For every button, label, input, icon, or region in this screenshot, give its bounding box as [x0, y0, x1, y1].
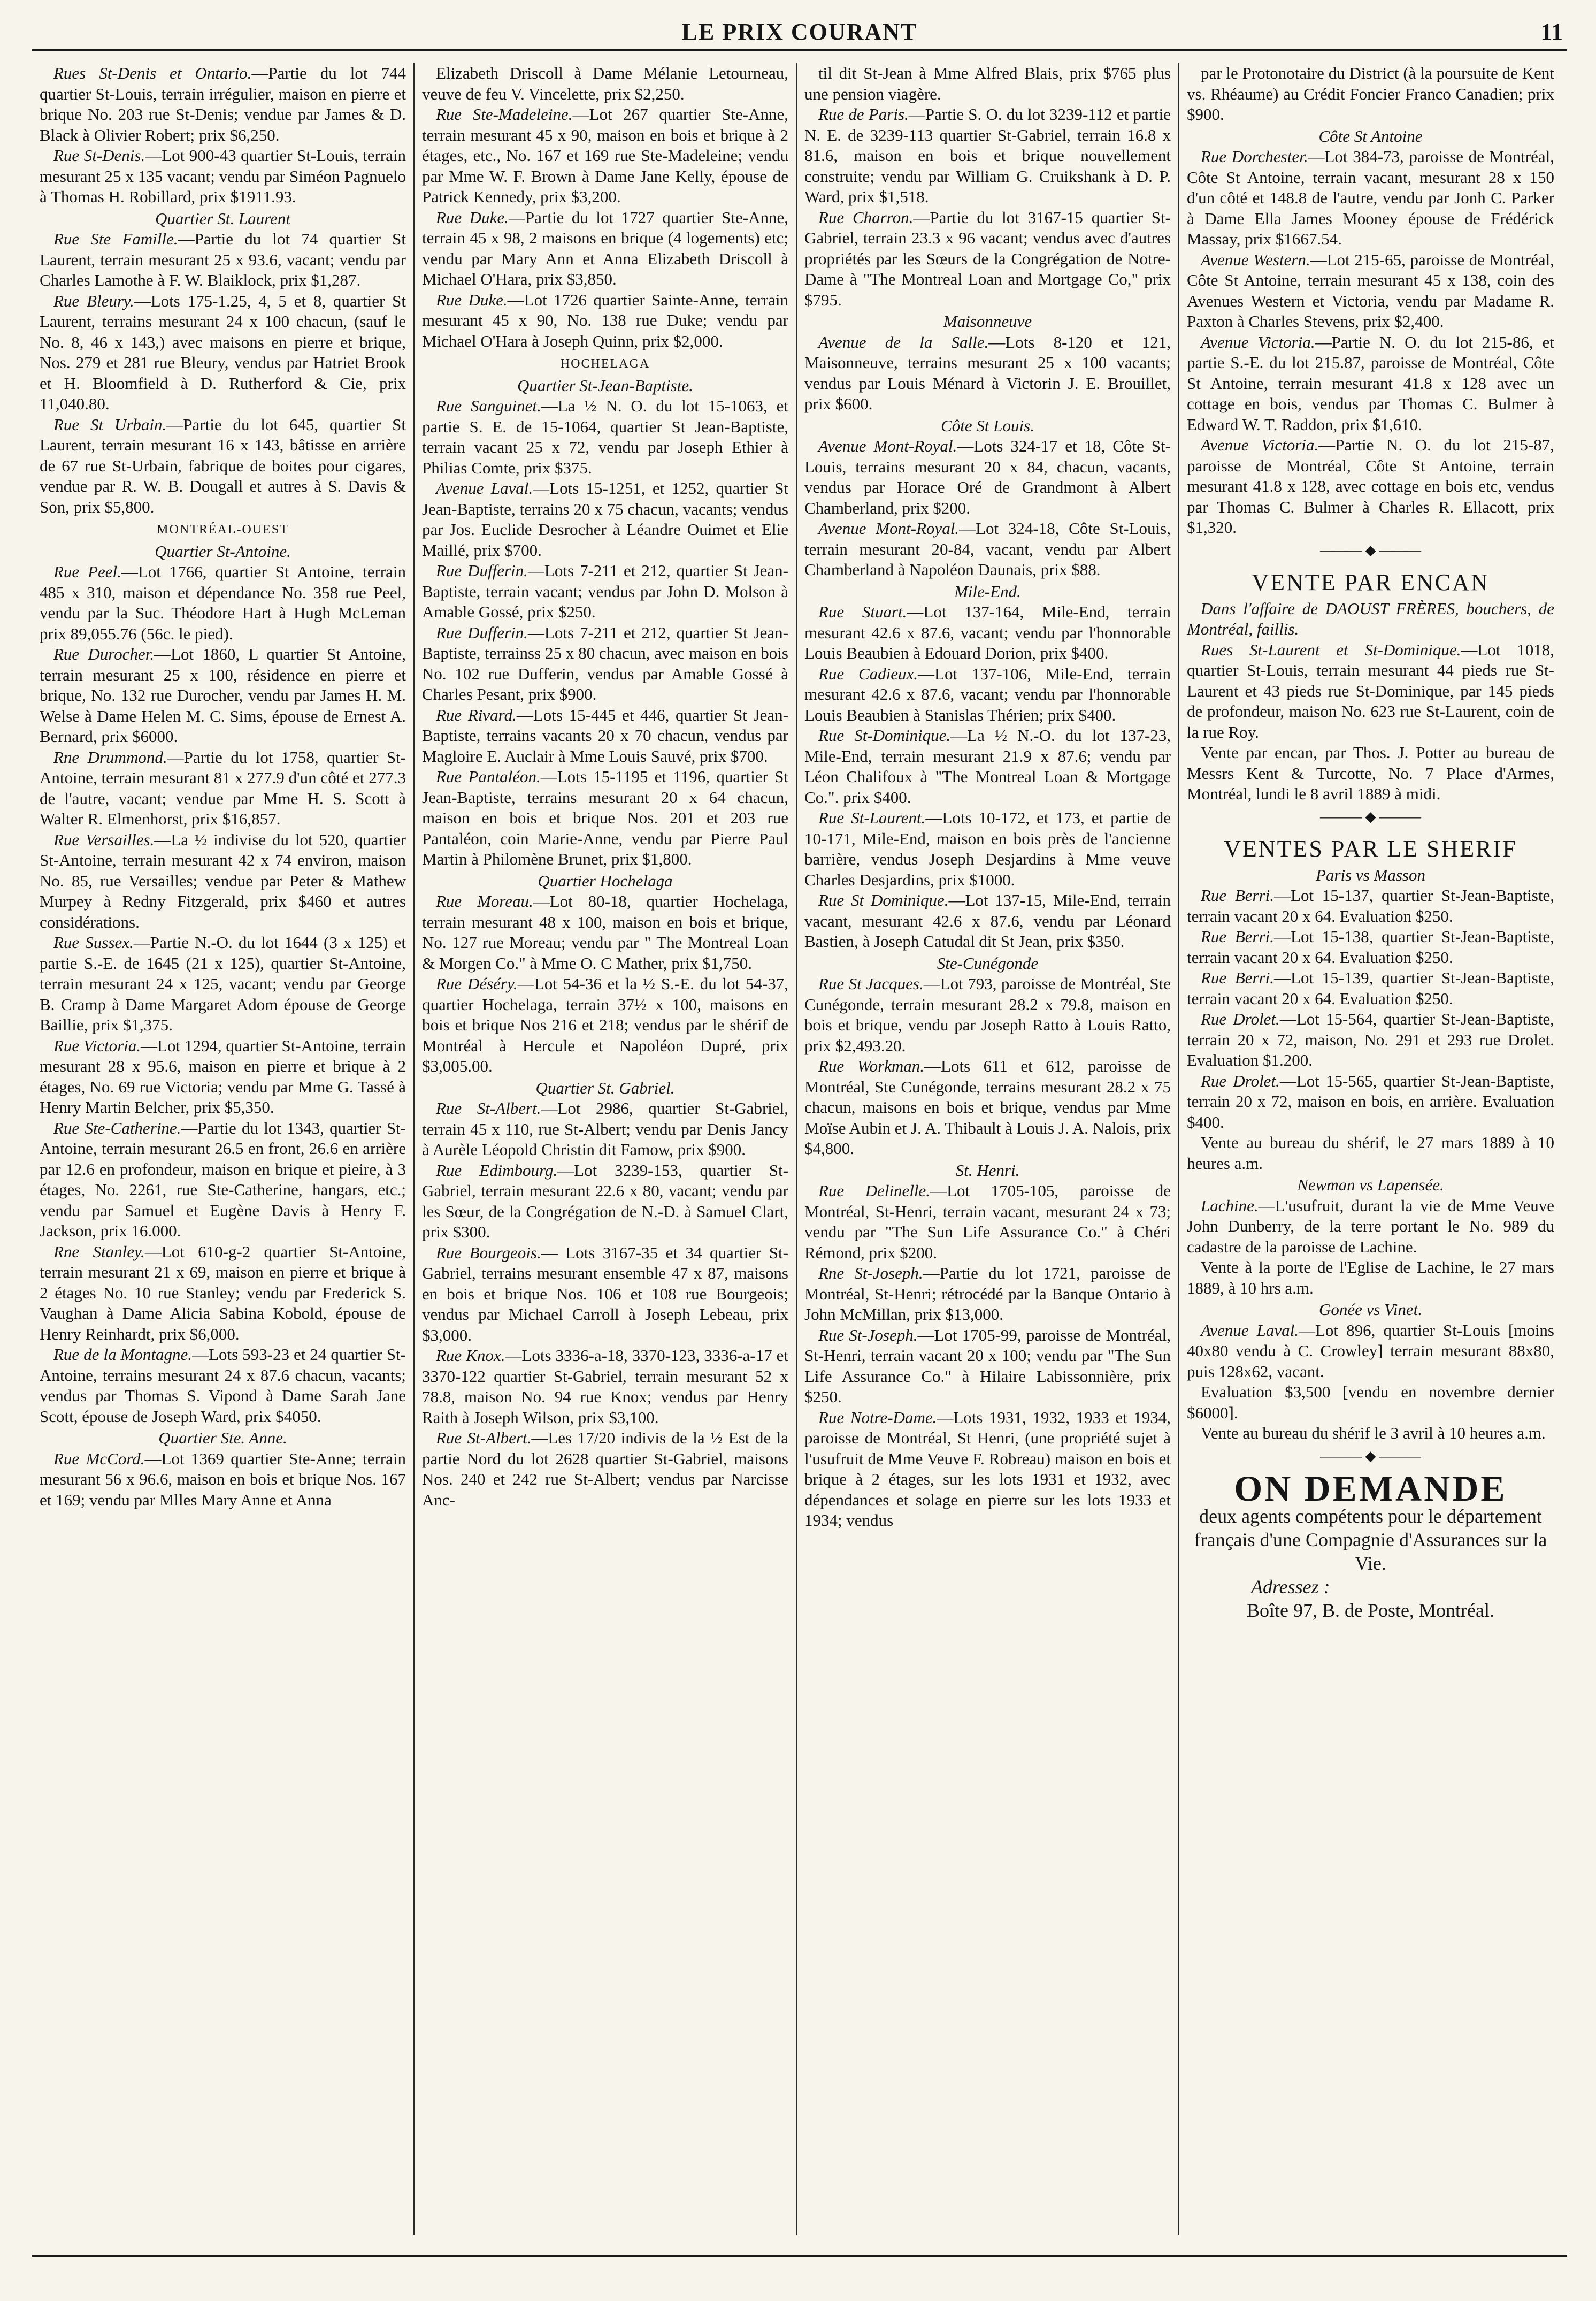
listing-details: —Lot 1860, L quartier St Antoine, terrain mesurant 25 x 100, résidence en pierre et brique, No. 132 rue Durocher, vendu par James H. M. Welse à Dame Helen M. C. Sims, épouse de Ernest A. Bernard, prix $6000.	[40, 645, 406, 746]
listing-entry	[1187, 640, 1554, 743]
listing-street: Rue Charron.	[818, 208, 914, 227]
listing-entry	[804, 664, 1171, 726]
listing-street: Rue Knox.	[436, 1346, 505, 1365]
advert-text: deux agents compétents pour le département français d'une Compagnie d'Assurances sur la Vie.	[1194, 1505, 1547, 1574]
listing-details: —Lot 137-106, Mile-End, terrain mesurant 42.6 x 87.6, vacant; vendu par l'honnorable Louis Beaubien à Stanislas Thérien; prix $400.	[804, 664, 1171, 724]
listing-details: —Lot 15-565, quartier St-Jean-Baptiste, terrain 20 x 72, maison en bois, en arrière. Evaluation $400.	[1187, 1071, 1554, 1132]
listing-street: Rue Victoria.	[53, 1036, 141, 1055]
listing-details: —Lot 3239-153, quartier St-Gabriel, terrain mesurant 22.6 x 80, vacant; vendu par les Sœur, de la Congrégation de N.-D. à Samuel Clart, prix $300.	[422, 1160, 788, 1241]
listing-details: —Lot 2986, quartier St-Gabriel, terrain 45 x 110, rue St-Albert; vendu par Denis Jancy à Aurèle Léopold Christin dit Famow, prix $900.	[422, 1099, 788, 1159]
listing-entry	[804, 332, 1171, 415]
section-heading: Ste-Cunégonde	[937, 953, 1039, 973]
listing-details: —Lot 137-15, Mile-End, terrain vacant, mesurant 42.6 x 87.6, vendu par Léonard Bastien, à Joseph Catudal dit St Jean, prix $350.	[804, 891, 1171, 951]
listing-details: —Lot 900-43 quartier St-Louis, terrain mesurant 25 x 135 vacant; vendu par Siméon Pagnuelo à Thomas H. Robillard, prix $1911.93.	[40, 146, 406, 206]
listing-entry	[40, 830, 406, 933]
listing-street: Avenue Victoria.	[1201, 332, 1315, 351]
listing-entry	[422, 1346, 788, 1428]
section-heading: Quartier St-Antoine.	[155, 541, 291, 561]
listing-details: — Lots 3167-35 et 34 quartier St-Gabriel, terrains mesurant ensemble 47 x 87, maisons en bois et brique Nos. 106 et 108 rue Bourgeois; vendus par Michael Carroll à Joseph Lebeau, prix $3,000.	[422, 1243, 788, 1344]
district-heading: MONTRÉAL-OUEST	[157, 523, 289, 537]
listing-street: Rne Drummond.	[53, 747, 167, 767]
listing-street: Rue Dorchester.	[1201, 147, 1308, 166]
listing-details: —Lots 593-23 et 24 quartier St-Antoine, terrains mesurant 24 x 87.6 chacun, vacants; vendus par Thomas S. Vipond à Dame Sarah Jane Scott, épouse de Joseph Ward, prix $4050.	[40, 1345, 406, 1426]
page-number: 11	[1540, 19, 1563, 45]
listing-street: Rue St Jacques.	[818, 974, 924, 993]
section-heading: Quartier St-Jean-Baptiste.	[517, 376, 693, 395]
listing-street: Rue Versailles.	[53, 830, 155, 849]
column-4	[1179, 63, 1562, 2235]
section-heading: Côte St Louis.	[941, 416, 1034, 435]
listing-details: —Lots 15-1251, et 1252, quartier St Jean-Baptiste, terrains 20 x 75 chacun, vacants; vendus par Jos. Euclide Desrocher à Léandre Ouimet et Elie Maillé, prix $700.	[422, 479, 788, 560]
listing-entry	[40, 291, 406, 415]
listing-entry	[1187, 1196, 1554, 1258]
listing-entry	[1187, 1257, 1554, 1298]
listing-street: Rue St-Joseph.	[818, 1325, 918, 1344]
listing-entry	[1187, 1071, 1554, 1133]
listing-street: Avenue Western.	[1201, 250, 1310, 269]
listing-details: —Lot 80-18, quartier Hochelaga, terrain mesurant 48 x 100, maison en bois et brique, No. 127 rue Moreau; vendu par " The Montreal Loan & Morgen Co." à Mme O. C Mather, prix $1,750.	[422, 892, 788, 973]
listing-details: Elizabeth Driscoll à Dame Mélanie Letourneau, veuve de feu V. Vincelette, prix $2,250.	[422, 64, 788, 103]
listing-street: Rue Ste Famille.	[53, 230, 178, 248]
listing-entry	[422, 1243, 788, 1346]
listing-details: —La ½ N. O. du lot 15-1063, et partie S. E. de 15-1064, quartier St Jean-Baptiste, terrain vacant 25 x 72, vendu par Joseph Ethier à Philias Comte, prix $375.	[422, 396, 788, 477]
listing-street: Rue Peel.	[53, 562, 121, 581]
listing-entry	[1187, 147, 1554, 250]
listing-entry	[422, 974, 788, 1077]
listing-entry	[804, 208, 1171, 311]
section-heading: Quartier Hochelaga	[538, 871, 673, 890]
section-heading: Côte St Antoine	[1318, 126, 1423, 146]
listing-street: Rue St-Denis.	[53, 146, 145, 165]
advert-text: Boîte 97, B. de Poste, Montréal.	[1247, 1599, 1494, 1621]
listing-details: —Lots 15-445 et 446, quartier St Jean-Baptiste, terrains vacants 20 x 70 chacun, vendus par Magloire E. Auclair à Mme Louis Sauvé, prix $700.	[422, 705, 788, 766]
listing-entry	[40, 63, 406, 146]
listing-entry	[422, 63, 788, 104]
listing-entry	[804, 602, 1171, 664]
listing-details: —Lot 1766, quartier St Antoine, terrain 485 x 310, maison et dépendance No. 358 rue Peel, vendu par la Suc. Théodore Hart à Hugh McLeman prix 89,055.76 (56c. le pied).	[40, 562, 406, 643]
listing-entry	[422, 396, 788, 478]
district-heading: HOCHELAGA	[560, 357, 650, 371]
listing-street: Rue Cadieux.	[818, 664, 918, 683]
column-2	[415, 63, 797, 2235]
listing-street: Rue St-Dominique.	[818, 726, 951, 745]
listing-entry	[804, 1325, 1171, 1408]
listing-entry	[1187, 1423, 1554, 1444]
divider: ——— ◆ ———	[1320, 808, 1421, 824]
listing-details: —Lots 175-1.25, 4, 5 et 8, quartier St Laurent, terrains mesurant 24 x 100 chacun, (sauf le No. 8, 46 x 143,) avec maisons en pierre et brique, Nos. 279 et 281 rue Bleury, vendus par Hatriet Brook et H. Bloomfield à D. Rutherford & Cie, prix 11,040.80.	[40, 291, 406, 413]
listing-details: —Lot 15-138, quartier St-Jean-Baptiste, terrain vacant 20 x 64. Evaluation $250.	[1187, 927, 1554, 967]
listing-entry	[422, 104, 788, 208]
listing-details: —Lots 15-1195 et 1196, quartier St Jean-Baptiste, terrains mesurant 20 x 64 chacun, maison en bois et brique Nos. 201 et 203 rue Pantaléon, coin Marie-Anne, vendu par Pierre Paul Martin à Philomène Brunet, prix $1,800.	[422, 767, 788, 868]
listing-details: —Partie du lot 3167-15 quartier St-Gabriel, terrain 23.3 x 96 vacant; vendus avec d'autres propriétés par les Sœurs de la Congrégation de Notre-Dame à "The Montreal Loan and Mortgage Co," prix $795.	[804, 208, 1171, 309]
section-heading: Maisonneuve	[943, 312, 1032, 331]
columns	[32, 63, 1562, 2235]
listing-details: —Lot 1705-105, paroisse de Montréal, St-Henri, terrain vacant, mesurant 24 x 73; vendu par "The Sun Life Assurance Co." à Chéri Rémond, prix $200.	[804, 1181, 1171, 1262]
section-heading: Quartier Ste. Anne.	[158, 1428, 287, 1447]
listing-entry	[422, 891, 788, 974]
listing-details: Evaluation $3,500 [vendu en novembre dernier $6000].	[1187, 1382, 1554, 1422]
listing-entry	[422, 1160, 788, 1243]
column-3	[797, 63, 1179, 2235]
listing-street: Avenue Laval.	[1201, 1320, 1299, 1340]
listing-street: Avenue Mont-Royal.	[818, 519, 960, 538]
listing-entry	[804, 1056, 1171, 1159]
listing-entry	[804, 436, 1171, 518]
listing-details: —Lot 267 quartier Ste-Anne, terrain mesurant 45 x 90, maison en bois et brique à 2 étages, etc., No. 167 et 169 rue Ste-Madeleine; vendu par Mme W. F. Brown à Dame Jane Kelly, épouse de Patrick Kennedy, prix $3,200.	[422, 105, 788, 206]
listing-street: Rue Dufferin.	[436, 561, 528, 580]
listing-details: —Partie du lot 744 quartier St-Louis, terrain irrégulier, maison en pierre et brique No. 203 rue St-Denis; vendue par James & D. Black à Olivier Robert; prix $6,250.	[40, 64, 406, 144]
listing-entry	[40, 146, 406, 208]
listing-street: Rue Bleury.	[53, 291, 134, 310]
listing-details: —Lot 15-137, quartier St-Jean-Baptiste, terrain vacant 20 x 64. Evaluation $250.	[1187, 886, 1554, 926]
listing-entry	[804, 1263, 1171, 1325]
listing-details: —Lots 3336-a-18, 3370-123, 3336-a-17 et 3370-122 quartier St-Gabriel, terrain mesurant 52 x 78.8, maison No. 94 rue Knox; vendus par Henry Raith à Joseph Wilson, prix $3,100.	[422, 1346, 788, 1427]
listing-street: Rue Drolet.	[1201, 1010, 1280, 1028]
section-heading: Mile-End.	[954, 582, 1021, 601]
listing-entry	[1187, 743, 1554, 805]
listing-entry	[422, 623, 788, 705]
listing-details: —Partie S. O. du lot 3239-112 et partie N. E. de 3239-113 quartier St-Gabriel, terrain 16.8 x 81.6, maison en bois et brique nouvellement construite; vendu par William G. Cruikshank à D. P. Ward, prix $1,518.	[804, 105, 1171, 206]
listing-entry	[422, 1098, 788, 1160]
listing-entry	[804, 104, 1171, 208]
listing-entry	[1187, 250, 1554, 332]
listing-entry	[1187, 435, 1554, 538]
listing-street: Rue St Urbain.	[53, 415, 167, 434]
listing-details: —Lot 1705-99, paroisse de Montréal, St-Henri, terrain vacant 20 x 100; vendu par "The Sun Life Assurance Co." à Hilaire Labissonnière, prix $250.	[804, 1325, 1171, 1406]
divider: ——— ◆ ———	[1320, 1448, 1421, 1464]
listing-details: —Lots 10-172, et 173, et partie de 10-171, Mile-End, maison en bois près de l'ancienne barrière, vendus Joseph Desjardins à Mme veuve Charles Desjardins, prix $1000.	[804, 808, 1171, 889]
listing-street: Rue McCord.	[53, 1449, 145, 1468]
listing-street: Rue Berri.	[1201, 886, 1275, 905]
listing-details: —Partie du lot 645, quartier St Laurent, terrain mesurant 16 x 143, bâtisse en arrière de 67 rue St-Urbain, fabrique de boites pour cigares, vendue par R. W. B. Dougall et autres à S. Davis & Son, prix $5,800.	[40, 415, 406, 516]
listing-details: —Lots 8-120 et 121, Maisonneuve, terrains mesurant 25 x 100 vacants; vendus par Louis Ménard à Victorin J. E. Brouillet, prix $600.	[804, 332, 1171, 413]
listing-details: —L'usufruit, durant la vie de Mme Veuve John Dunberry, de la terre portant le No. 989 du cadastre de la paroisse de Lachine.	[1187, 1196, 1554, 1256]
listing-street: Rue Ste-Madeleine.	[436, 105, 573, 124]
listing-details: Vente au bureau du shérif, le 27 mars 1889 à 10 heures a.m.	[1187, 1133, 1554, 1173]
listing-details: —Partie du lot 1727 quartier Ste-Anne, terrain 45 x 98, 2 maisons en brique (4 logements) etc; vendu par Mary Ann et Anna Elizabeth Driscoll à Michael O'Hara, prix $3,850.	[422, 208, 788, 288]
listing-street: Rue Stuart.	[818, 602, 907, 621]
notice-note: Dans l'affaire de DAOUST FRÈRES, bouchers, de Montréal, faillis.	[1187, 599, 1554, 638]
listing-entry	[804, 1408, 1171, 1531]
listing-entry	[1187, 1133, 1554, 1174]
listing-street: Rue Duke.	[436, 290, 508, 309]
listing-street: Rue Rivard.	[436, 705, 517, 724]
listing-street: Avenue de la Salle.	[818, 332, 989, 351]
section-heading: Gonée vs Vinet.	[1318, 1300, 1423, 1319]
section-heading: Quartier St. Gabriel.	[535, 1078, 675, 1097]
listing-street: Rne Stanley.	[53, 1242, 145, 1261]
listing-details: —Partie du lot 1758, quartier St-Antoine, terrain mesurant 81 x 277.9 d'un côté et 277.3 de l'autre, vacant; vendue par Mme H. S. Scott à Walter R. Elmenhorst, prix $16,857.	[40, 747, 406, 828]
listing-entry	[40, 1344, 406, 1427]
listing-street: Avenue Mont-Royal.	[818, 437, 957, 455]
listing-street: Rue Sanguinet.	[436, 396, 541, 415]
listing-street: Rue Berri.	[1201, 968, 1275, 987]
listing-street: Rue Pantaléon.	[436, 767, 541, 786]
listing-entry	[40, 747, 406, 830]
listing-details: —La ½ N.-O. du lot 137-23, Mile-End, terrain mesurant 21.9 x 87.6; vendu par Léon Chalifoux à "The Montreal Loan & Mortgage Co.". prix $400.	[804, 726, 1171, 807]
listing-details: —Lots 611 et 612, paroisse de Montréal, Ste Cunégonde, terrains mesurant 28.2 x 75 chacun, maisons en bois et brique, vendus par Mme Moïse Aubin et J. A. Thibault à Louis J. A. Nalois, prix $4,800.	[804, 1057, 1171, 1158]
listing-entry	[1187, 1382, 1554, 1423]
listing-street: Rue Durocher.	[53, 645, 155, 663]
section-heading: Quartier St. Laurent	[155, 209, 290, 228]
listing-street: Rue Workman.	[818, 1057, 925, 1075]
listing-details: —Lot 15-564, quartier St-Jean-Baptiste, terrain 20 x 72, maison, No. 291 et 293 rue Drolet. Evaluation $1.200.	[1187, 1010, 1554, 1069]
listing-entry	[422, 561, 788, 623]
listing-details: —Partie du lot 1343, quartier St-Antoine, terrain mesurant 26.5 en front, 26.6 en arrière par 12.6 en profondeur, maison en brique et pieire, à 3 étages, No. 2261, rue Ste-Catherine, hangars, etc.; vendu par Samuel et Eugène Davis à Henry F. Jackson, prix 16.000.	[40, 1118, 406, 1240]
listing-details: —Partie N. O. du lot 215-87, paroisse de Montréal, Côte St Antoine, terrain mesurant 41.8 x 128, avec cottage en bois etc, vendus par Thomas C. Bulmer à Charles R. Ellacott, prix $1,320.	[1187, 435, 1554, 537]
advert-address-label: Adressez :	[1251, 1576, 1330, 1597]
listing-details: —Lot 137-164, Mile-End, terrain mesurant 42.6 x 87.6, vacant; vendu par l'honnorable Louis Beaubien à Edouard Dorion, prix $400.	[804, 602, 1171, 662]
listing-street: Rue Ste-Catherine.	[53, 1118, 181, 1137]
listing-street: Rue Duke.	[436, 208, 509, 227]
listing-entry	[1187, 332, 1554, 435]
listing-details: —Lots 7-211 et 212, quartier St Jean-Baptiste, terrain vacant; vendus par John D. Molson à Amable Gossé, prix $250.	[422, 561, 788, 621]
listing-street: Rue Edimbourg.	[436, 1160, 558, 1180]
listing-details: Vente au bureau du shérif le 3 avril à 10 heures a.m.	[1201, 1424, 1546, 1442]
listing-entry	[40, 1118, 406, 1242]
section-heading: Paris vs Masson	[1316, 865, 1425, 884]
listing-street: Avenue Laval.	[436, 479, 533, 498]
listing-street: Rue Moreau.	[436, 892, 533, 911]
listing-entry	[40, 644, 406, 747]
footer-rule	[32, 2255, 1567, 2257]
listing-details: —Lots 1931, 1932, 1933 et 1934, paroisse de Montréal, St Henri, (une propriété sujet à l'usufruit de Mme Veuve F. Robreau) maison en bois et brique à 2 étages, sur les lots 1931 et 1932, avec dépendances et solage en pierre sur les lots 1933 et 1934; vendus	[804, 1408, 1171, 1530]
listing-street: Rue Déséry.	[436, 974, 518, 993]
sale-section-heading: VENTES PAR LE SHERIF	[1224, 836, 1517, 862]
listing-entry	[40, 415, 406, 518]
listing-entry	[804, 974, 1171, 1056]
listing-entry	[804, 725, 1171, 808]
listing-entry	[422, 1428, 788, 1510]
listing-entry	[804, 1181, 1171, 1263]
sale-section-heading: VENTE PAR ENCAN	[1252, 569, 1490, 595]
listing-entry	[804, 890, 1171, 952]
listing-street: Rue Berri.	[1201, 927, 1275, 946]
listing-street: Rue St Dominique.	[818, 891, 949, 909]
listing-entry	[1187, 1009, 1554, 1071]
listing-street: Rue Dufferin.	[436, 623, 528, 642]
listing-details: —Lot 610-g-2 quartier St-Antoine, terrain mesurant 21 x 69, maison en pierre et brique à 2 étages No. 10 rue Stanley; vendu par Frederick S. Vaughan à Dame Alicia Sabina Kobold, épouse de Henry Reinhardt, prix $6,000.	[40, 1242, 406, 1343]
listing-details: —Lot 896, quartier St-Louis [moins 40x80 vendu à C. Crowley] terrain mesurant 88x80, puis 128x62, vacant.	[1187, 1320, 1555, 1381]
listing-street: Rue Notre-Dame.	[818, 1408, 937, 1427]
listing-details: til dit St-Jean à Mme Alfred Blais, prix $765 plus une pension viagère.	[804, 64, 1171, 103]
listing-street: Rue Delinelle.	[818, 1181, 931, 1200]
listing-entry	[422, 705, 788, 767]
listing-details: —Lot 1018, quartier St-Louis, terrain mesurant 44 pieds rue St-Laurent et 43 pieds rue St-Dominique, par 145 pieds de profondeur, maison No. 623 rue St-Laurent, coin de la rue Roy.	[1187, 640, 1554, 741]
listing-details: Vente à la porte de l'Eglise de Lachine, le 27 mars 1889, à 10 hrs a.m.	[1187, 1258, 1554, 1297]
listing-street: Rue Drolet.	[1201, 1071, 1280, 1090]
listing-street: Rue de la Montagne.	[53, 1345, 193, 1364]
listing-details: Vente par encan, par Thos. J. Potter au bureau de Messrs Kent & Turcotte, No. 7 Place d'Armes, Montréal, lundi le 8 avril 1889 à midi.	[1187, 743, 1554, 803]
page-header	[32, 16, 1567, 51]
listing-details: —Lot 1369 quartier Ste-Anne; terrain mesurant 56 x 96.6, maison en bois et brique Nos. 167 et 169; vendu par Mlles Mary Anne et Anna	[40, 1449, 406, 1509]
listing-entry	[804, 808, 1171, 890]
listing-details: —La ½ indivise du lot 520, quartier St-Antoine, terrain mesurant 42 x 74 environ, maison No. 85, rue Versailles; vendue par Peter & Mathew Murpey à Redny Fitzgerald, prix $460 et autres considérations.	[40, 830, 406, 931]
listing-street: Rues St-Denis et Ontario.	[53, 64, 252, 82]
listing-entry	[1187, 63, 1554, 125]
listing-details: —Lot 215-65, paroisse de Montréal, Côte St Antoine, terrain mesurant 45 x 138, coin des Avenues Western et Victoria, vendu par Madame R. Paxton à Charles Stevens, prix $2,400.	[1187, 250, 1554, 331]
listing-details: —Les 17/20 indivis de la ½ Est de la partie Nord du lot 2628 quartier St-Gabriel, maisons Nos. 240 et 242 rue St-Albert; vendus par Narcisse Anc-	[422, 1428, 788, 1509]
listing-details: —Lot 15-139, quartier St-Jean-Baptiste, terrain vacant 20 x 64. Evaluation $250.	[1187, 968, 1554, 1008]
listing-street: Lachine.	[1201, 1196, 1259, 1215]
listing-entry	[1187, 1320, 1554, 1382]
listing-details: —Lot 384-73, paroisse de Montréal, Côte St Antoine, terrain vacant, mesurant 28 x 150 d'un côté et 148.8 de l'autre, vendu par Jonh C. Parker à Dame Ella James Mooney épouse de Frédérick Massay, prix $1667.54.	[1187, 147, 1554, 248]
divider: ——— ◆ ———	[1320, 542, 1421, 558]
listing-entry	[422, 767, 788, 870]
column-1	[32, 63, 415, 2235]
listing-details: —Lot 54-36 et la ½ S.-E. du lot 54-37, quartier Hochelaga, terrain 37½ x 100, maisons en bois et brique Nos 216 et 218; vendus par le shérif de Montréal à Hercule et Napoléon Dupré, prix $3,005.00.	[422, 974, 789, 1075]
listing-street: Avenue Victoria.	[1201, 435, 1319, 454]
listing-entry	[422, 478, 788, 561]
page-title: LE PRIX COURANT	[681, 19, 918, 45]
listing-street: Rues St-Laurent et St-Dominique.	[1201, 640, 1461, 659]
listing-street: Rne St-Joseph.	[818, 1264, 923, 1282]
listing-entry	[1187, 885, 1554, 927]
listing-details: —Partie du lot 74 quartier St Laurent, terrain mesurant 25 x 93.6, vacant; vendu par Charles Lamothe à F. W. Blaiklock, prix $1,287.	[40, 230, 406, 289]
listing-details: —Lot 1726 quartier Sainte-Anne, terrain mesurant 45 x 90, No. 138 rue Duke; vendu par Michael O'Hara à Joseph Quinn, prix $2,000.	[422, 290, 788, 350]
listing-street: Rue Sussex.	[53, 933, 134, 952]
section-heading: Newman vs Lapensée.	[1297, 1175, 1444, 1194]
listing-entry	[1187, 927, 1554, 968]
listing-details: —Lot 324-18, Côte St-Louis, terrain mesurant 20-84, vacant, vendu par Albert Chamberland à Napoléon Daunais, prix $88.	[804, 519, 1171, 579]
listing-details: —Lot 1294, quartier St-Antoine, terrain mesurant 28 x 95.6, maison en pierre et brique à 2 étages, No. 69 rue Victoria; vendu par Mme G. Tassé à Henry Martin Belcher, prix $5,350.	[40, 1036, 406, 1117]
listing-street: Rue Bourgeois.	[436, 1243, 541, 1262]
listing-entry	[422, 290, 788, 352]
listing-details: —Lot 793, paroisse de Montréal, Ste Cunégonde, terrain mesurant 28.2 x 79.8, maison en bois et brique, vendu par Joseph Ratto à Louis Ratto, prix $2,493.20.	[804, 974, 1171, 1055]
listing-entry	[40, 932, 406, 1036]
listing-details: —Partie du lot 1721, paroisse de Montréal, St-Henri; rétrocédé par la Banque Ontario à John McMillan, prix $13,000.	[804, 1264, 1171, 1324]
listing-street: Rue St-Albert.	[436, 1428, 532, 1447]
listing-entry	[40, 229, 406, 291]
listing-details: —Lots 7-211 et 212, quartier St Jean-Baptiste, terrainss 25 x 80 chacun, avec maison en bois No. 102 rue Dufferin, vendus par Amable Gossé à Charles Pesant, prix $900.	[422, 623, 788, 704]
listing-entry	[422, 208, 788, 290]
listing-details: —Lots 324-17 et 18, Côte St-Louis, terrains mesurant 20 x 84, chacun, vacants, vendus par Horace Oré de Grandmont à Albert Chamberland, prix $200.	[804, 437, 1171, 517]
listing-details: —Partie N.-O. du lot 1644 (3 x 125) et partie S.-E. de 1645 (21 x 125), quartier St-Antoine, terrain mesurant 24 x 125, vacant; vendu par George B. Cramp à Dame Margaret Adom épouse de George Baillie, prix $1,375.	[40, 933, 406, 1034]
listing-entry	[1187, 968, 1554, 1009]
listing-street: Rue de Paris.	[818, 105, 909, 124]
listing-entry	[40, 1036, 406, 1118]
listing-entry	[804, 63, 1171, 104]
listing-street: Rue St-Albert.	[436, 1099, 541, 1118]
listing-entry	[40, 1449, 406, 1511]
section-heading: St. Henri.	[955, 1160, 1020, 1180]
listing-entry	[804, 518, 1171, 580]
listing-entry	[40, 562, 406, 644]
listing-street: Rue St-Laurent.	[818, 808, 926, 827]
advert-heading: ON DEMANDE	[1234, 1468, 1507, 1509]
listing-details: —Partie N. O. du lot 215-86, et partie S.-E. du lot 215.87, paroisse de Montréal, Côte St Antoine, terrain mesurant 41.8 x 128 avec un cottage en bois, vendus par Thomas C. Bulmer à Edward W. T. Raddon, prix $1,610.	[1187, 332, 1554, 434]
listing-details: par le Protonotaire du District (à la poursuite de Kent vs. Rhéaume) au Crédit Foncier Franco Canadien; prix $900.	[1187, 64, 1554, 124]
listing-entry	[40, 1242, 406, 1345]
